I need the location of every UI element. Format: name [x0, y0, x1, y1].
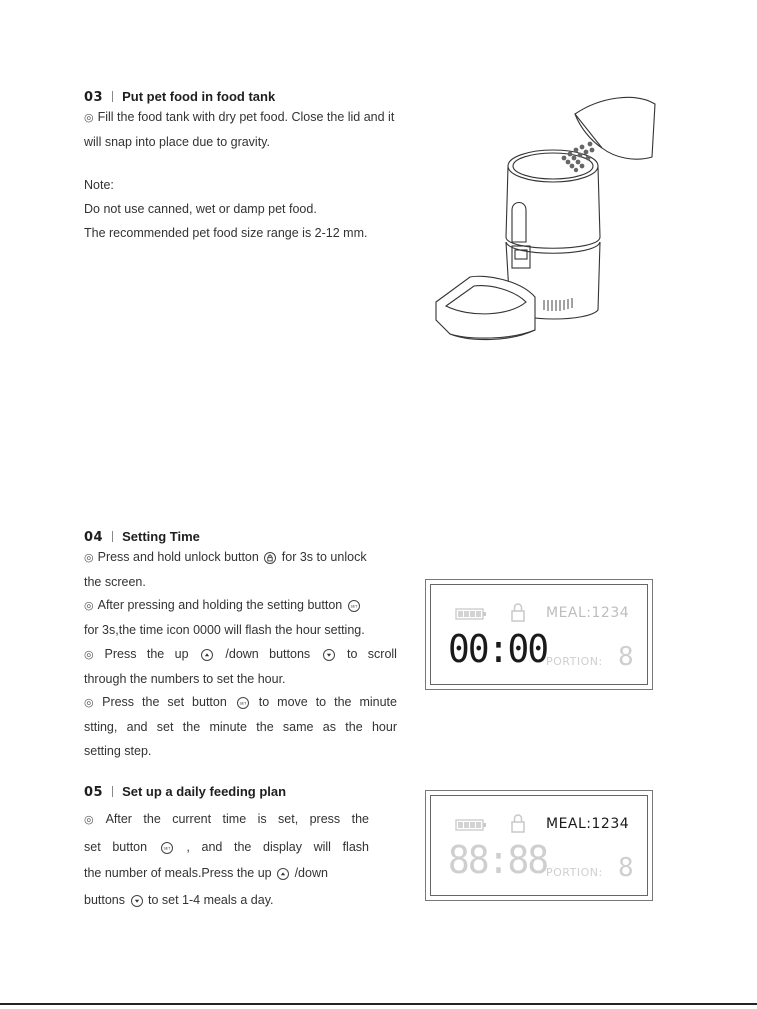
meal-indicator: MEAL:1234 — [546, 816, 630, 832]
instruction-text: /down buttons — [225, 646, 311, 661]
time-readout: 88:88 — [448, 838, 548, 882]
instruction-text: through the numbers to set the hour. — [84, 671, 286, 686]
step-05-heading — [84, 784, 286, 800]
step-number: 04 — [84, 530, 104, 545]
instruction-text: buttons — [84, 893, 126, 908]
heading-divider — [112, 786, 113, 797]
instruction-text: Press and hold unlock button — [97, 550, 259, 564]
lcd-screen — [430, 584, 648, 685]
lcd-screen — [430, 795, 648, 896]
instruction-text: to scroll — [346, 646, 397, 661]
time-readout: 00:00 — [448, 627, 548, 671]
instruction-text: the screen. — [84, 574, 146, 589]
portion-digit: 8 — [618, 853, 634, 883]
instruction-text: stting, and set the minute the same as the hour — [84, 719, 397, 734]
step-title: Set up a daily feeding plan — [122, 784, 287, 799]
set-button-label: SET — [163, 846, 171, 851]
set-button-icon — [237, 697, 249, 709]
down-arrow-button-icon — [323, 649, 335, 661]
instruction-text: setting step. — [84, 743, 152, 758]
set-button-icon — [348, 600, 360, 612]
bullet-icon: ◎ — [84, 697, 99, 710]
portion-digit: 8 — [618, 642, 634, 672]
page-bottom-rule — [0, 1003, 757, 1005]
battery-icon — [455, 607, 487, 621]
step-03-heading — [84, 89, 275, 105]
instruction-text: to move to the minute — [258, 695, 397, 710]
instruction-text: the number of meals.Press the up — [84, 866, 272, 881]
instruction-text: /down — [294, 866, 328, 881]
lock-icon — [510, 602, 526, 622]
bullet-icon: ◎ — [84, 600, 94, 613]
portion-label: PORTION: — [546, 866, 603, 879]
portion-label: PORTION: — [546, 655, 603, 668]
step-05-body — [84, 806, 369, 914]
pet-feeder-illustration — [430, 92, 660, 347]
meal-indicator: MEAL:1234 — [546, 605, 630, 621]
heading-divider — [112, 531, 113, 542]
lcd-display-meal-setting — [425, 790, 653, 901]
step-03-body — [84, 106, 444, 246]
bullet-icon: ◎ — [84, 552, 94, 564]
instruction-text: Press the set button — [102, 695, 227, 710]
step-04-body — [84, 546, 397, 763]
instruction-text: will snap into place due to gravity. — [84, 134, 270, 149]
instruction-text: Press the up — [104, 646, 189, 661]
instruction-text: After the current time is set, press the — [105, 812, 369, 826]
step-title: Setting Time — [122, 529, 200, 544]
note-text: Do not use canned, wet or damp pet food. — [84, 202, 317, 217]
step-number: 03 — [84, 90, 104, 105]
up-arrow-button-icon — [277, 868, 289, 880]
instruction-text: for 3s to unlock — [281, 550, 367, 564]
lcd-display-time-setting — [425, 579, 653, 690]
set-button-label: SET — [350, 605, 358, 610]
step-title: Put pet food in food tank — [122, 89, 276, 104]
lock-button-icon — [264, 552, 276, 564]
set-button-icon — [161, 842, 173, 854]
bullet-icon: ◎ — [84, 648, 101, 661]
step-number: 05 — [84, 785, 104, 800]
instruction-text: for 3s,the time icon 0000 will flash the hour setting. — [84, 623, 365, 638]
instruction-text: , and the display will flash — [186, 839, 369, 854]
up-arrow-button-icon — [201, 649, 213, 661]
instruction-text: to set 1-4 meals a day. — [147, 893, 274, 908]
instruction-text: Fill the food tank with dry pet food. Close the lid and it — [97, 110, 395, 124]
instruction-text: After pressing and holding the setting button — [97, 598, 343, 613]
note-label: Note: — [84, 178, 114, 193]
instruction-text: set button — [84, 839, 148, 854]
note-text: The recommended pet food size range is 2-12 mm. — [84, 225, 368, 240]
battery-icon — [455, 818, 487, 832]
lock-icon — [510, 813, 526, 833]
set-button-label: SET — [239, 701, 247, 706]
step-04-heading — [84, 529, 200, 545]
heading-divider — [112, 91, 113, 102]
bullet-icon: ◎ — [84, 112, 94, 124]
bullet-icon: ◎ — [84, 814, 102, 826]
down-arrow-button-icon — [131, 895, 143, 907]
